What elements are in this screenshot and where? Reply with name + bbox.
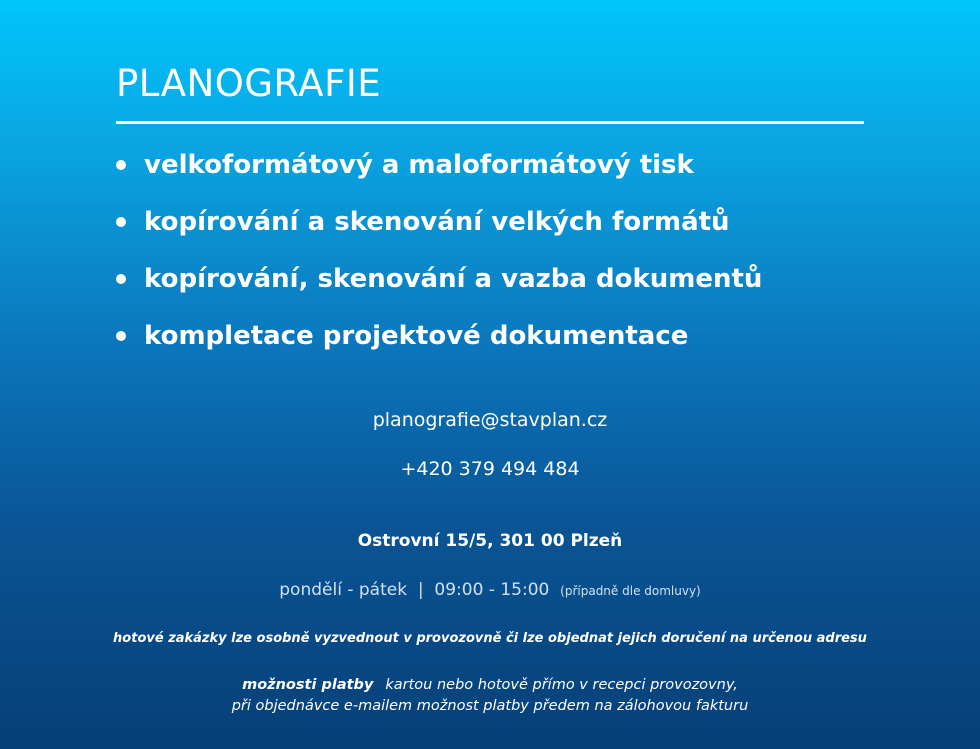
payment-text-1: kartou nebo hotově přímo v recepci provozovny, [385, 677, 738, 693]
service-label: velkoformátový a maloformátový tisk [144, 150, 694, 180]
hours-time: 09:00 - 15:00 [434, 580, 550, 600]
opening-hours [0, 580, 980, 600]
title-divider [116, 121, 864, 124]
service-item [116, 311, 762, 368]
service-label: kopírování, skenování a vazba dokumentů [144, 264, 763, 294]
hours-separator: | [417, 580, 424, 600]
address: Ostrovní 15/5, 301 00 Plzeň [357, 531, 623, 551]
bullet-icon [116, 160, 126, 170]
email-link[interactable]: planografie@stavplan.cz [372, 409, 608, 431]
hours-note: (případně dle domluvy) [560, 584, 701, 598]
payment-label: možnosti platby [242, 677, 374, 693]
payment-line-1 [0, 675, 980, 696]
service-label: kopírování a skenování velkých formátů [144, 207, 730, 237]
phone-number[interactable]: +420 379 494 484 [400, 458, 580, 480]
payment-text-2: při objednávce e-mailem možnost platby předem na zálohovou fakturu [231, 698, 749, 714]
payment-info [0, 675, 980, 717]
bullet-icon [116, 274, 126, 284]
service-item [116, 140, 762, 197]
bullet-icon [116, 217, 126, 227]
service-item [116, 197, 762, 254]
service-label: kompletace projektové dokumentace [144, 321, 689, 351]
pickup-note: hotové zakázky lze osobně vyzvednout v provozovně či lze objednat jejich doručení na určenou adresu [113, 631, 867, 646]
page-title: PLANOGRAFIE [116, 62, 382, 105]
hours-days: pondělí - pátek [279, 580, 408, 600]
service-item [116, 254, 762, 311]
services-list [116, 140, 762, 368]
bullet-icon [116, 331, 126, 341]
